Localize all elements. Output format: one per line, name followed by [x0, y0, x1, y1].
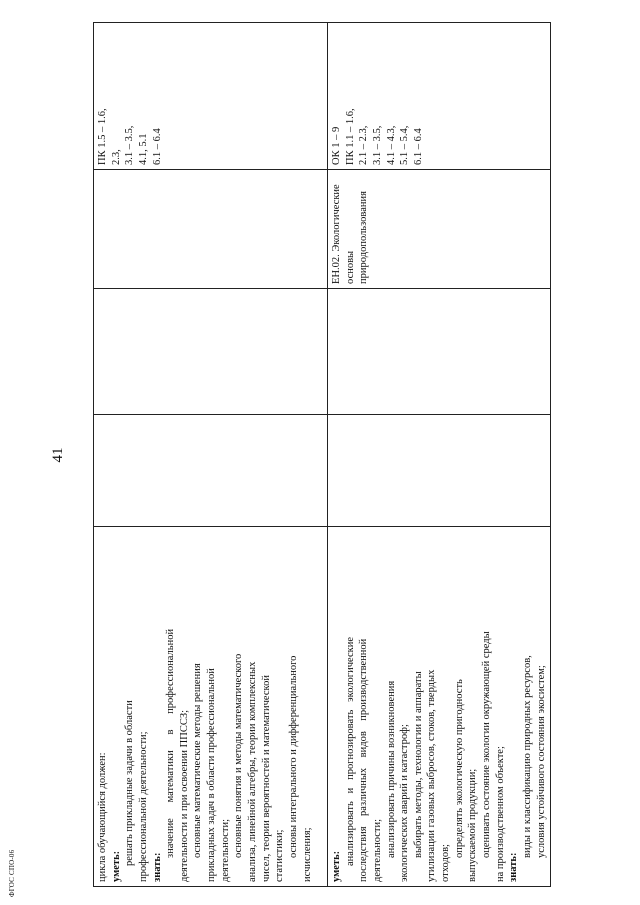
competency-line: 6.1 – 6.4 [412, 128, 424, 165]
competency-line: 2.3, [110, 149, 122, 165]
content-line: решать прикладные задачи в области [124, 700, 136, 866]
competency-line: ПК 1.1 – 1.6, [344, 108, 356, 165]
content-line: утилизации газовых выбросов, стоков, твердых [426, 669, 438, 882]
content-line: условия устойчивого состояния экосистем; [535, 665, 547, 858]
content-line: анализировать причины возникновения [385, 680, 397, 858]
content-line: основные математические методы решения [192, 663, 204, 858]
content-line: исчисления; [301, 827, 313, 882]
content-line: экологических аварий и катастроф; [399, 724, 411, 882]
discipline-cell [94, 169, 328, 288]
discipline-cell: ЕН.02. Экологические основы природопользования [328, 169, 551, 288]
table-row [328, 23, 551, 887]
content-line: оценивать состояние экологии окружающей среды [481, 631, 493, 858]
curriculum-table [93, 22, 551, 887]
content-line: профессиональной деятельности; [137, 731, 149, 882]
content-line: последствия различных видов производственной [358, 638, 370, 882]
content-line: виды и классификацию природных ресурсов, [521, 655, 533, 858]
content-line: знать: [151, 852, 163, 882]
content-line: статистики; [274, 829, 286, 882]
empty-cell [94, 288, 328, 414]
content-line: уметь: [110, 850, 122, 882]
content-line: выбирать методы, технологии и аппараты [412, 671, 424, 858]
content-line: значение математики в профессиональной [165, 628, 177, 858]
empty-cell [94, 415, 328, 527]
content-line: деятельности и при освоении ППССЗ; [178, 709, 190, 882]
competency-line: ОК 1 – 9 [331, 126, 342, 165]
competency-line: 4.1, 5.1 [137, 133, 149, 165]
competency-line: ПК 1.5 – 1.6, [97, 108, 108, 165]
competencies-cell [328, 23, 551, 170]
competency-line: 3.1 – 3.5, [124, 125, 136, 165]
content-line: отходов; [440, 844, 452, 882]
content-line: определять экологическую пригодность [453, 679, 465, 858]
empty-cell [328, 288, 551, 414]
competency-line: 5.1 – 5.4, [399, 125, 411, 165]
content-line: знать: [508, 852, 520, 882]
content-line: анализа, линейной алгебры, теории комплексных [247, 661, 259, 882]
empty-cell [328, 415, 551, 527]
competency-line: 6.1 – 6.4 [151, 128, 163, 165]
content-line: прикладных задач в области профессиональной [206, 668, 218, 882]
content-line: чисел, теории вероятностей и математической [260, 675, 272, 882]
competencies-cell [94, 23, 328, 170]
competency-line: 4.1 – 4.3, [385, 125, 397, 165]
page-number: 41 [50, 447, 66, 463]
footer-code: ФГОС СПО-06 [8, 849, 16, 897]
content-line: основные понятия и методы математического [233, 653, 245, 858]
content-line: цикла обучающийся должен: [97, 752, 108, 882]
competency-line: 3.1 – 3.5, [371, 125, 383, 165]
content-line: уметь: [331, 850, 342, 882]
table-row [94, 23, 328, 887]
content-line: анализировать и прогнозировать экологические [344, 637, 356, 866]
content-line: основы интегрального и дифференциального [287, 655, 299, 858]
content-cell [328, 526, 551, 886]
content-line: на производственном объекте; [494, 746, 506, 882]
content-line: выпускаемой продукции; [467, 768, 479, 882]
content-line: деятельности; [219, 818, 231, 882]
content-line: деятельности; [371, 818, 383, 882]
competency-line: 2.1 – 2.3, [358, 125, 370, 165]
content-cell [94, 526, 328, 886]
